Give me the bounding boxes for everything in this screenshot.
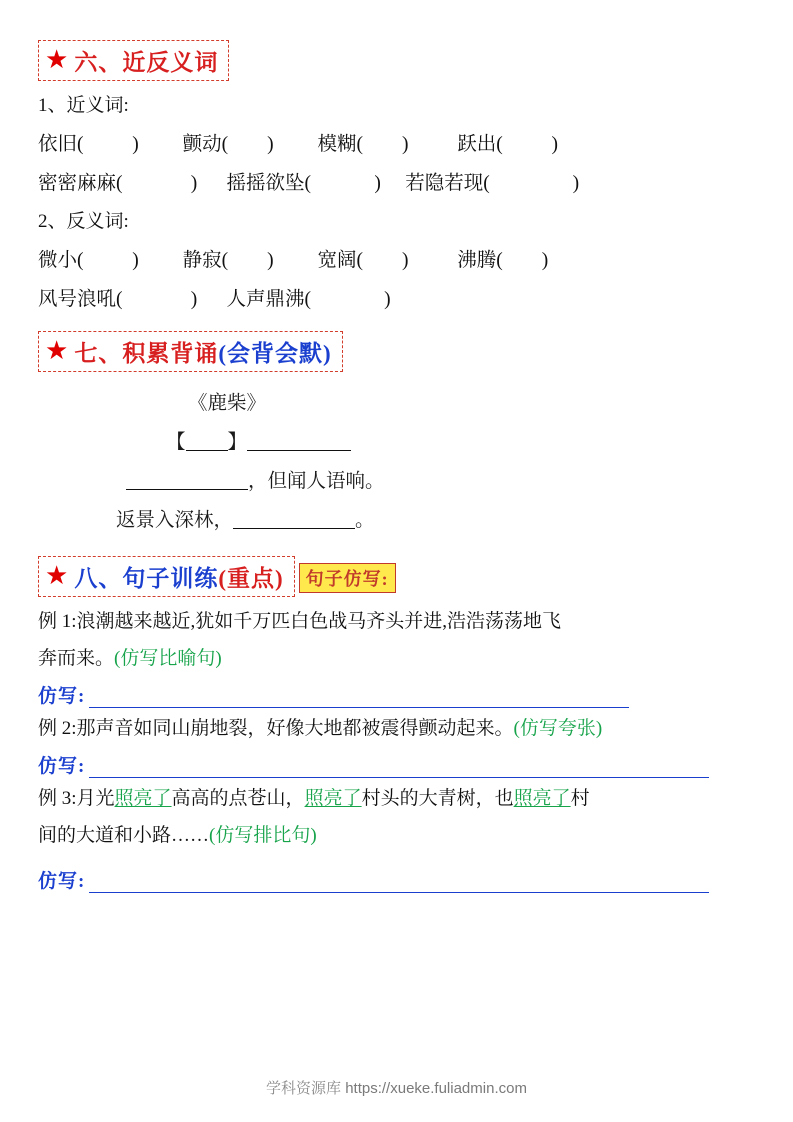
section-seven-title: [74, 335, 331, 368]
answer-row-1: [38, 681, 745, 708]
poem-block: [38, 384, 745, 540]
example-1: [38, 603, 745, 677]
section-eight-title-main: 八、句子训练: [74, 566, 219, 591]
example-1-text-tail: 奔而来。: [38, 648, 115, 670]
sentence-imitation-tag: [299, 563, 396, 593]
footer-brand: 学科资源库: [266, 1080, 342, 1097]
poem-blank-1[interactable]: [247, 432, 351, 451]
example-3-text-4: 村: [570, 788, 590, 810]
synonyms-row-1: 依旧( ) 颤动( ) 模糊( ) 跃出( ): [38, 134, 558, 155]
section-seven-title-main: 七、积累背诵: [74, 341, 219, 366]
poem-line-2: [126, 462, 745, 501]
star-icon: ★: [45, 335, 69, 365]
sentence-imitation-tag-label: 句子仿写:: [305, 568, 389, 589]
answer-row-2: [38, 751, 745, 778]
section-heading-six: [38, 40, 229, 81]
example-2-note: (仿写夸张): [513, 718, 603, 740]
example-2-text: 例 2:那声音如同山崩地裂，好像大地都被震得颤动起来。: [38, 718, 514, 740]
poem-line-1: [166, 423, 745, 462]
example-3-note: (仿写排比句): [209, 825, 317, 847]
poem-line1-suffix: 】: [227, 432, 248, 453]
example-3-highlight-2: 照亮了: [304, 788, 362, 810]
poem-blank-2[interactable]: [126, 471, 248, 490]
answer-label-3: 仿写:: [38, 871, 86, 893]
example-3-text-2: 高高的点苍山，: [171, 788, 305, 810]
example-3-text-3: 村头的大青树，也: [361, 788, 514, 810]
example-3-line-2: [38, 817, 745, 854]
antonyms-row-2: 风号浪吼( ) 人声鼎沸( ): [38, 289, 391, 310]
example-2: [38, 710, 745, 747]
section-eight-title-paren: (重点): [218, 566, 284, 591]
example-3-text-5: 间的大道和小路……: [38, 825, 210, 847]
poem-line-3: [116, 501, 745, 540]
poem-line3-suffix: 。: [355, 510, 375, 531]
example-1-note: (仿写比喻句): [114, 648, 222, 670]
section-six-title: 六、近反义词: [74, 50, 219, 75]
antonyms-label: 2、反义词:: [38, 211, 129, 232]
example-3: [38, 780, 745, 854]
answer-blank-3[interactable]: [89, 876, 709, 893]
answer-label-2: 仿写:: [38, 756, 86, 778]
example-3-highlight-3: 照亮了: [513, 788, 571, 810]
example-1-line-2: [38, 640, 745, 677]
star-icon: ★: [45, 560, 69, 590]
poem-blank-inner[interactable]: [186, 432, 228, 451]
example-3-text-1: 例 3:月光: [38, 788, 115, 810]
antonyms-row-1: 微小( ) 静寂( ) 宽阔( ) 沸腾( ): [38, 250, 549, 271]
section-heading-seven: [38, 331, 343, 372]
answer-blank-1[interactable]: [89, 691, 629, 708]
synonyms-label: 1、近义词:: [38, 95, 129, 116]
section-seven-title-paren: (会背会默): [218, 341, 332, 366]
poem-line3-prefix: 返景入深林，: [116, 510, 234, 531]
section-eight-title: [74, 560, 283, 593]
poem-blank-3[interactable]: [233, 510, 355, 529]
answer-blank-2[interactable]: [89, 761, 709, 778]
answer-row-3: [38, 866, 745, 893]
synonyms-row-2: 密密麻麻( ) 摇摇欲坠( ) 若隐若现( ): [38, 173, 580, 194]
answer-label-1: 仿写:: [38, 686, 86, 708]
example-1-line-1: 例 1:浪潮越来越近,犹如千万匹白色战马齐头并进,浩浩荡荡地飞: [38, 611, 562, 632]
star-icon: ★: [45, 44, 69, 74]
example-3-line-1: [38, 780, 745, 817]
answer-row-3-continuation: [42, 907, 745, 925]
footer-url: https://xueke.fuliadmin.com: [345, 1080, 527, 1097]
poem-title: 《鹿柴》: [188, 393, 267, 414]
footer: [0, 1077, 793, 1098]
section-heading-eight: [38, 556, 295, 597]
example-2-line-1: [38, 710, 745, 747]
section-six-body: [38, 87, 745, 319]
example-3-highlight-1: 照亮了: [114, 788, 172, 810]
poem-line2-suffix: ，但闻人语响。: [248, 471, 385, 492]
poem-line1-prefix: 【: [166, 432, 186, 453]
